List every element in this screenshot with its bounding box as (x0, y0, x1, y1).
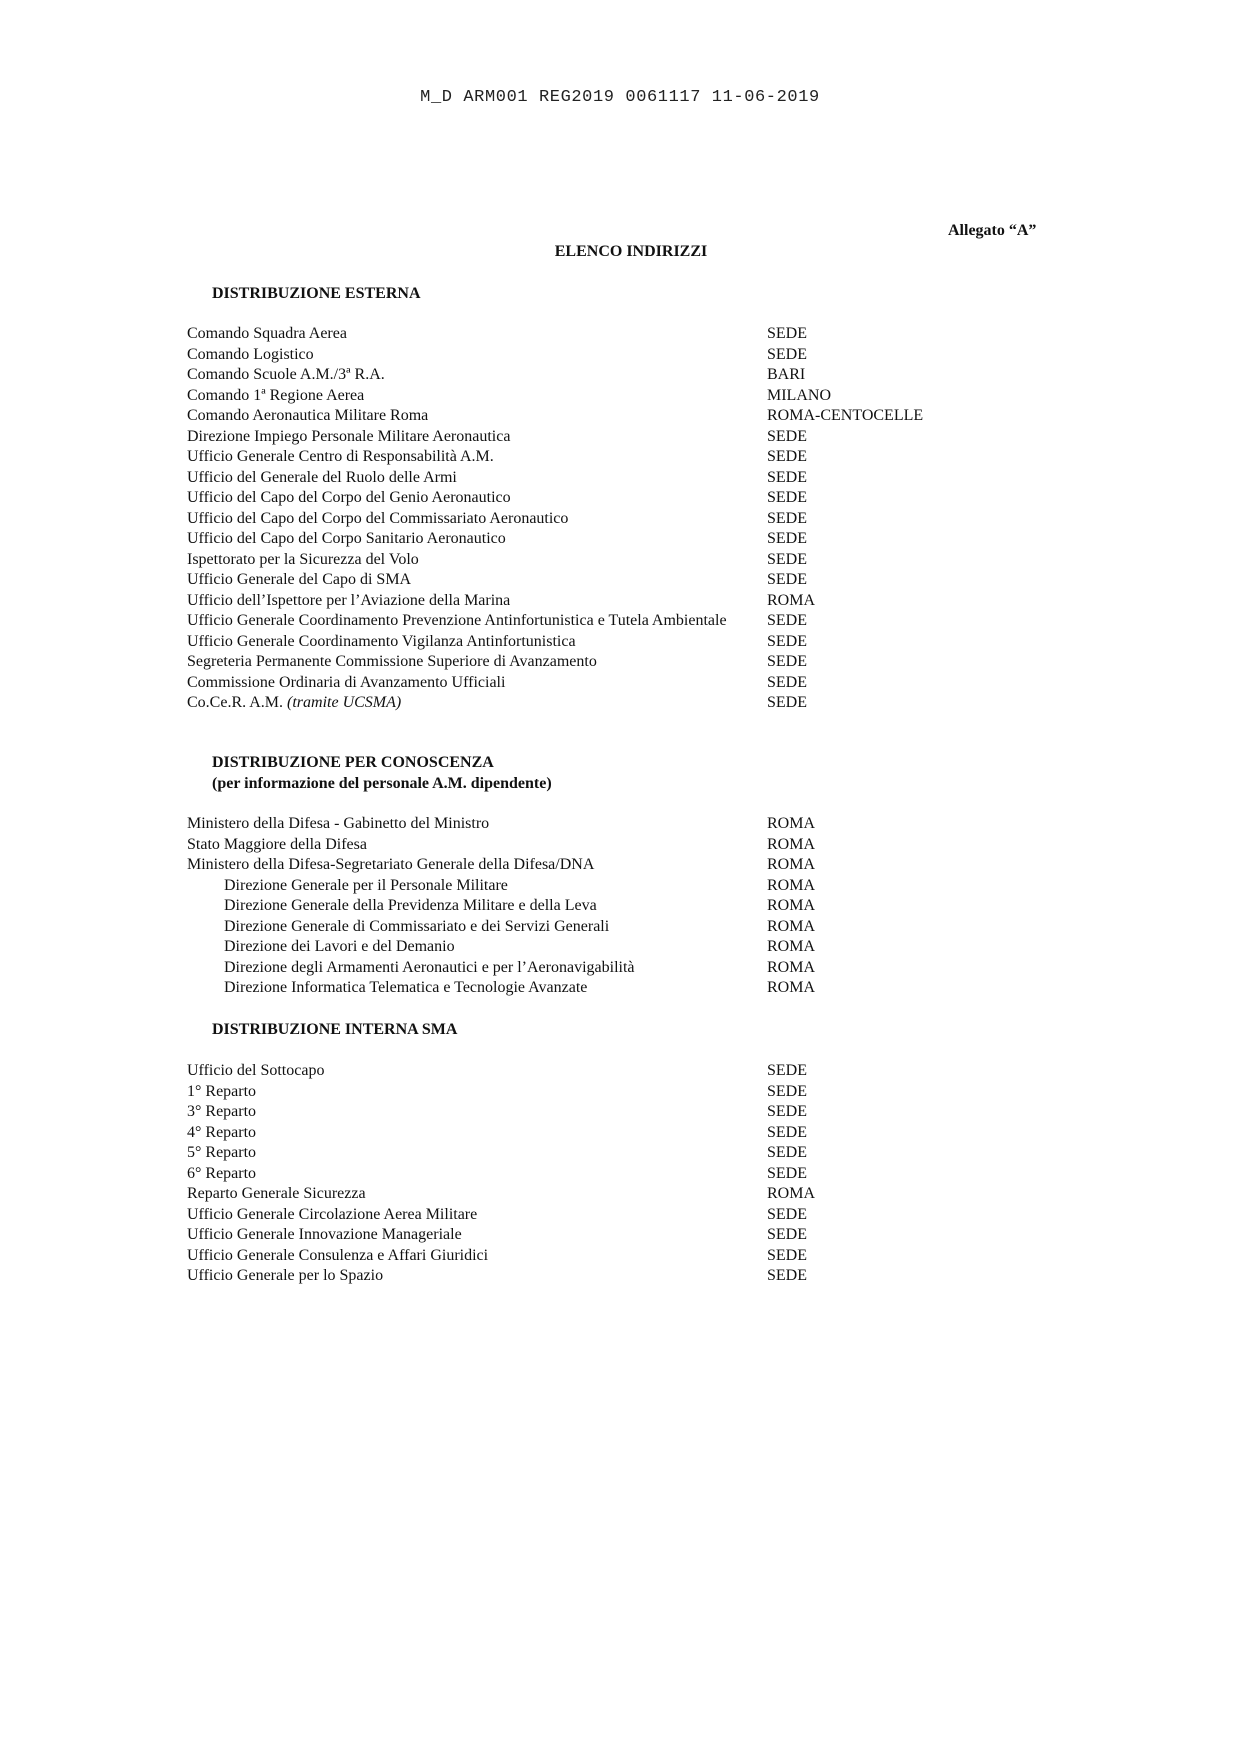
list-item (187, 611, 947, 632)
recipient-location: SEDE (767, 1144, 807, 1161)
recipient-name (187, 693, 748, 714)
recipient-name: Direzione dei Lavori e del Demanio (224, 938, 455, 955)
recipient-location: SEDE (767, 632, 807, 650)
recipient-name: Ufficio Generale Innovazione Manageriale (187, 1226, 462, 1243)
recipient-location: ROMA (767, 856, 816, 873)
list-item (187, 1082, 947, 1103)
recipient-name: Ufficio del Capo del Corpo Sanitario Aeronautico (187, 530, 506, 547)
section-heading-interna: DISTRIBUZIONE INTERNA SMA (212, 1021, 458, 1038)
annex-label: Allegato “A” (948, 222, 1037, 239)
recipient-name: Direzione Generale di Commissariato e dei Servizi Generali (224, 917, 610, 935)
recipient-location: SEDE (767, 653, 807, 670)
recipient-location: ROMA (767, 917, 816, 935)
recipient-location: SEDE (767, 612, 807, 629)
list-item (187, 406, 947, 427)
protocol-number: M_D ARM001 REG2019 0061117 11-06-2019 (420, 88, 820, 107)
list-item (187, 529, 947, 550)
recipient-name: Ufficio del Sottocapo (187, 1062, 325, 1079)
list-item (187, 1266, 947, 1287)
recipient-location: SEDE (767, 1103, 807, 1120)
list-item (187, 1102, 947, 1123)
recipient-note: (tramite UCSMA) (287, 694, 402, 711)
recipient-location: SEDE (767, 427, 807, 445)
recipient-name-text: Co.Ce.R. A.M. (187, 694, 284, 711)
recipient-location: SEDE (767, 1205, 807, 1223)
list-item (187, 978, 947, 999)
list-item (187, 896, 947, 917)
list-item (187, 488, 947, 509)
recipient-name: Ufficio dell’Ispettore per l’Aviazione della Marina (187, 591, 511, 609)
address-list-interna (187, 1061, 947, 1287)
list-item (187, 386, 947, 407)
recipient-name: Direzione Impiego Personale Militare Aeronautica (187, 427, 511, 445)
recipient-location: SEDE (767, 1123, 807, 1141)
list-item (187, 447, 947, 468)
list-item (187, 1123, 947, 1144)
list-item (187, 632, 947, 653)
recipient-name: 5° Reparto (187, 1144, 257, 1161)
list-item (187, 1061, 947, 1082)
list-item (187, 693, 947, 714)
recipient-location: SEDE (767, 571, 807, 588)
recipient-location: SEDE (767, 489, 807, 506)
recipient-name: Direzione degli Armamenti Aeronautici e per l’Aeronavigabilità (224, 958, 635, 976)
recipient-name: Ufficio Generale del Capo di SMA (187, 571, 412, 588)
recipient-location: SEDE (767, 673, 807, 691)
recipient-location: ROMA (767, 1185, 816, 1202)
recipient-location: SEDE (767, 550, 807, 568)
recipient-location: SEDE (767, 509, 807, 527)
recipient-location: ROMA (767, 897, 816, 914)
list-item (187, 1143, 947, 1164)
recipient-name: Ufficio del Capo del Corpo del Commissariato Aeronautico (187, 509, 569, 527)
section-heading-esterna: DISTRIBUZIONE ESTERNA (212, 285, 421, 302)
list-item (187, 814, 947, 835)
recipient-location: ROMA (767, 979, 816, 996)
list-item (187, 1184, 947, 1205)
list-item (187, 550, 947, 571)
recipient-name: Reparto Generale Sicurezza (187, 1185, 366, 1202)
section-subheading-conoscenza: (per informazione del personale A.M. dipendente) (212, 774, 552, 792)
list-item (187, 1225, 947, 1246)
recipient-location: SEDE (767, 1062, 807, 1079)
recipient-name: Direzione Generale per il Personale Militare (224, 876, 508, 894)
recipient-location: SEDE (767, 694, 807, 711)
recipient-location: SEDE (767, 1246, 807, 1264)
recipient-name: Comando Aeronautica Militare Roma (187, 407, 429, 424)
list-item (187, 509, 947, 530)
list-item (187, 917, 947, 938)
recipient-name: Direzione Generale della Previdenza Militare e della Leva (224, 897, 597, 914)
recipient-location: SEDE (767, 1164, 807, 1182)
section-heading-conoscenza-title: DISTRIBUZIONE PER CONOSCENZA (212, 754, 494, 771)
recipient-location: SEDE (767, 530, 807, 547)
recipient-location: ROMA (767, 835, 816, 853)
list-item (187, 468, 947, 489)
recipient-name: Ufficio del Capo del Corpo del Genio Aeronautico (187, 489, 511, 506)
recipient-name: Commissione Ordinaria di Avanzamento Ufficiali (187, 673, 506, 691)
recipient-location: SEDE (767, 448, 807, 465)
recipient-location: ROMA (767, 938, 816, 955)
list-item (187, 427, 947, 448)
list-item (187, 365, 947, 386)
address-list-conoscenza (187, 814, 947, 999)
list-item (187, 876, 947, 897)
list-item (187, 673, 947, 694)
recipient-name: Ufficio Generale per lo Spazio (187, 1267, 384, 1284)
recipient-name: Ministero della Difesa-Segretariato Generale della Difesa/DNA (187, 856, 595, 873)
recipient-name: Comando Squadra Aerea (187, 325, 347, 342)
recipient-location: BARI (767, 366, 806, 383)
recipient-location: SEDE (767, 1267, 807, 1284)
recipient-name: Ispettorato per la Sicurezza del Volo (187, 550, 419, 568)
list-item (187, 1164, 947, 1185)
recipient-name: Comando Logistico (187, 345, 314, 363)
address-list-esterna (187, 324, 947, 714)
recipient-name: 6° Reparto (187, 1164, 257, 1182)
recipient-location: SEDE (767, 345, 807, 363)
recipient-name: Ufficio Generale Coordinamento Vigilanza Antinfortunistica (187, 632, 576, 650)
list-item (187, 591, 947, 612)
recipient-name: Ufficio Generale Centro di Responsabilità A.M. (187, 448, 494, 465)
list-item (187, 1246, 947, 1267)
list-item (187, 652, 947, 673)
list-item (187, 324, 947, 345)
recipient-name: Ufficio Generale Consulenza e Affari Giuridici (187, 1246, 489, 1264)
recipient-name: Ufficio Generale Circolazione Aerea Militare (187, 1205, 478, 1223)
recipient-location: SEDE (767, 1082, 807, 1100)
recipient-name: Ufficio del Generale del Ruolo delle Armi (187, 468, 457, 486)
list-item (187, 937, 947, 958)
recipient-location: ROMA-CENTOCELLE (767, 407, 924, 424)
recipient-name: Comando 1ª Regione Aerea (187, 386, 365, 404)
recipient-location: SEDE (767, 1226, 807, 1243)
recipient-name: 1° Reparto (187, 1082, 257, 1100)
recipient-name: Comando Scuole A.M./3ª R.A. (187, 366, 385, 383)
document-title: ELENCO INDIRIZZI (554, 243, 708, 260)
recipient-location: SEDE (767, 468, 807, 486)
list-item (187, 345, 947, 366)
recipient-location: ROMA (767, 591, 816, 609)
recipient-name: 4° Reparto (187, 1123, 257, 1141)
list-item (187, 570, 947, 591)
section-heading-conoscenza (212, 753, 552, 794)
list-item (187, 855, 947, 876)
list-item (187, 835, 947, 856)
recipient-name: Ministero della Difesa - Gabinetto del Ministro (187, 815, 490, 832)
recipient-name: Direzione Informatica Telematica e Tecnologie Avanzate (224, 979, 588, 996)
list-item (187, 958, 947, 979)
recipient-location: ROMA (767, 815, 816, 832)
recipient-name: 3° Reparto (187, 1103, 257, 1120)
recipient-location: MILANO (767, 386, 831, 404)
recipient-location: SEDE (767, 325, 807, 342)
recipient-name: Segreteria Permanente Commissione Superiore di Avanzamento (187, 653, 597, 670)
recipient-location: ROMA (767, 876, 816, 894)
list-item (187, 1205, 947, 1226)
recipient-location: ROMA (767, 958, 816, 976)
recipient-name: Ufficio Generale Coordinamento Prevenzione Antinfortunistica e Tutela Ambientale (187, 612, 727, 629)
recipient-name: Stato Maggiore della Difesa (187, 835, 367, 853)
